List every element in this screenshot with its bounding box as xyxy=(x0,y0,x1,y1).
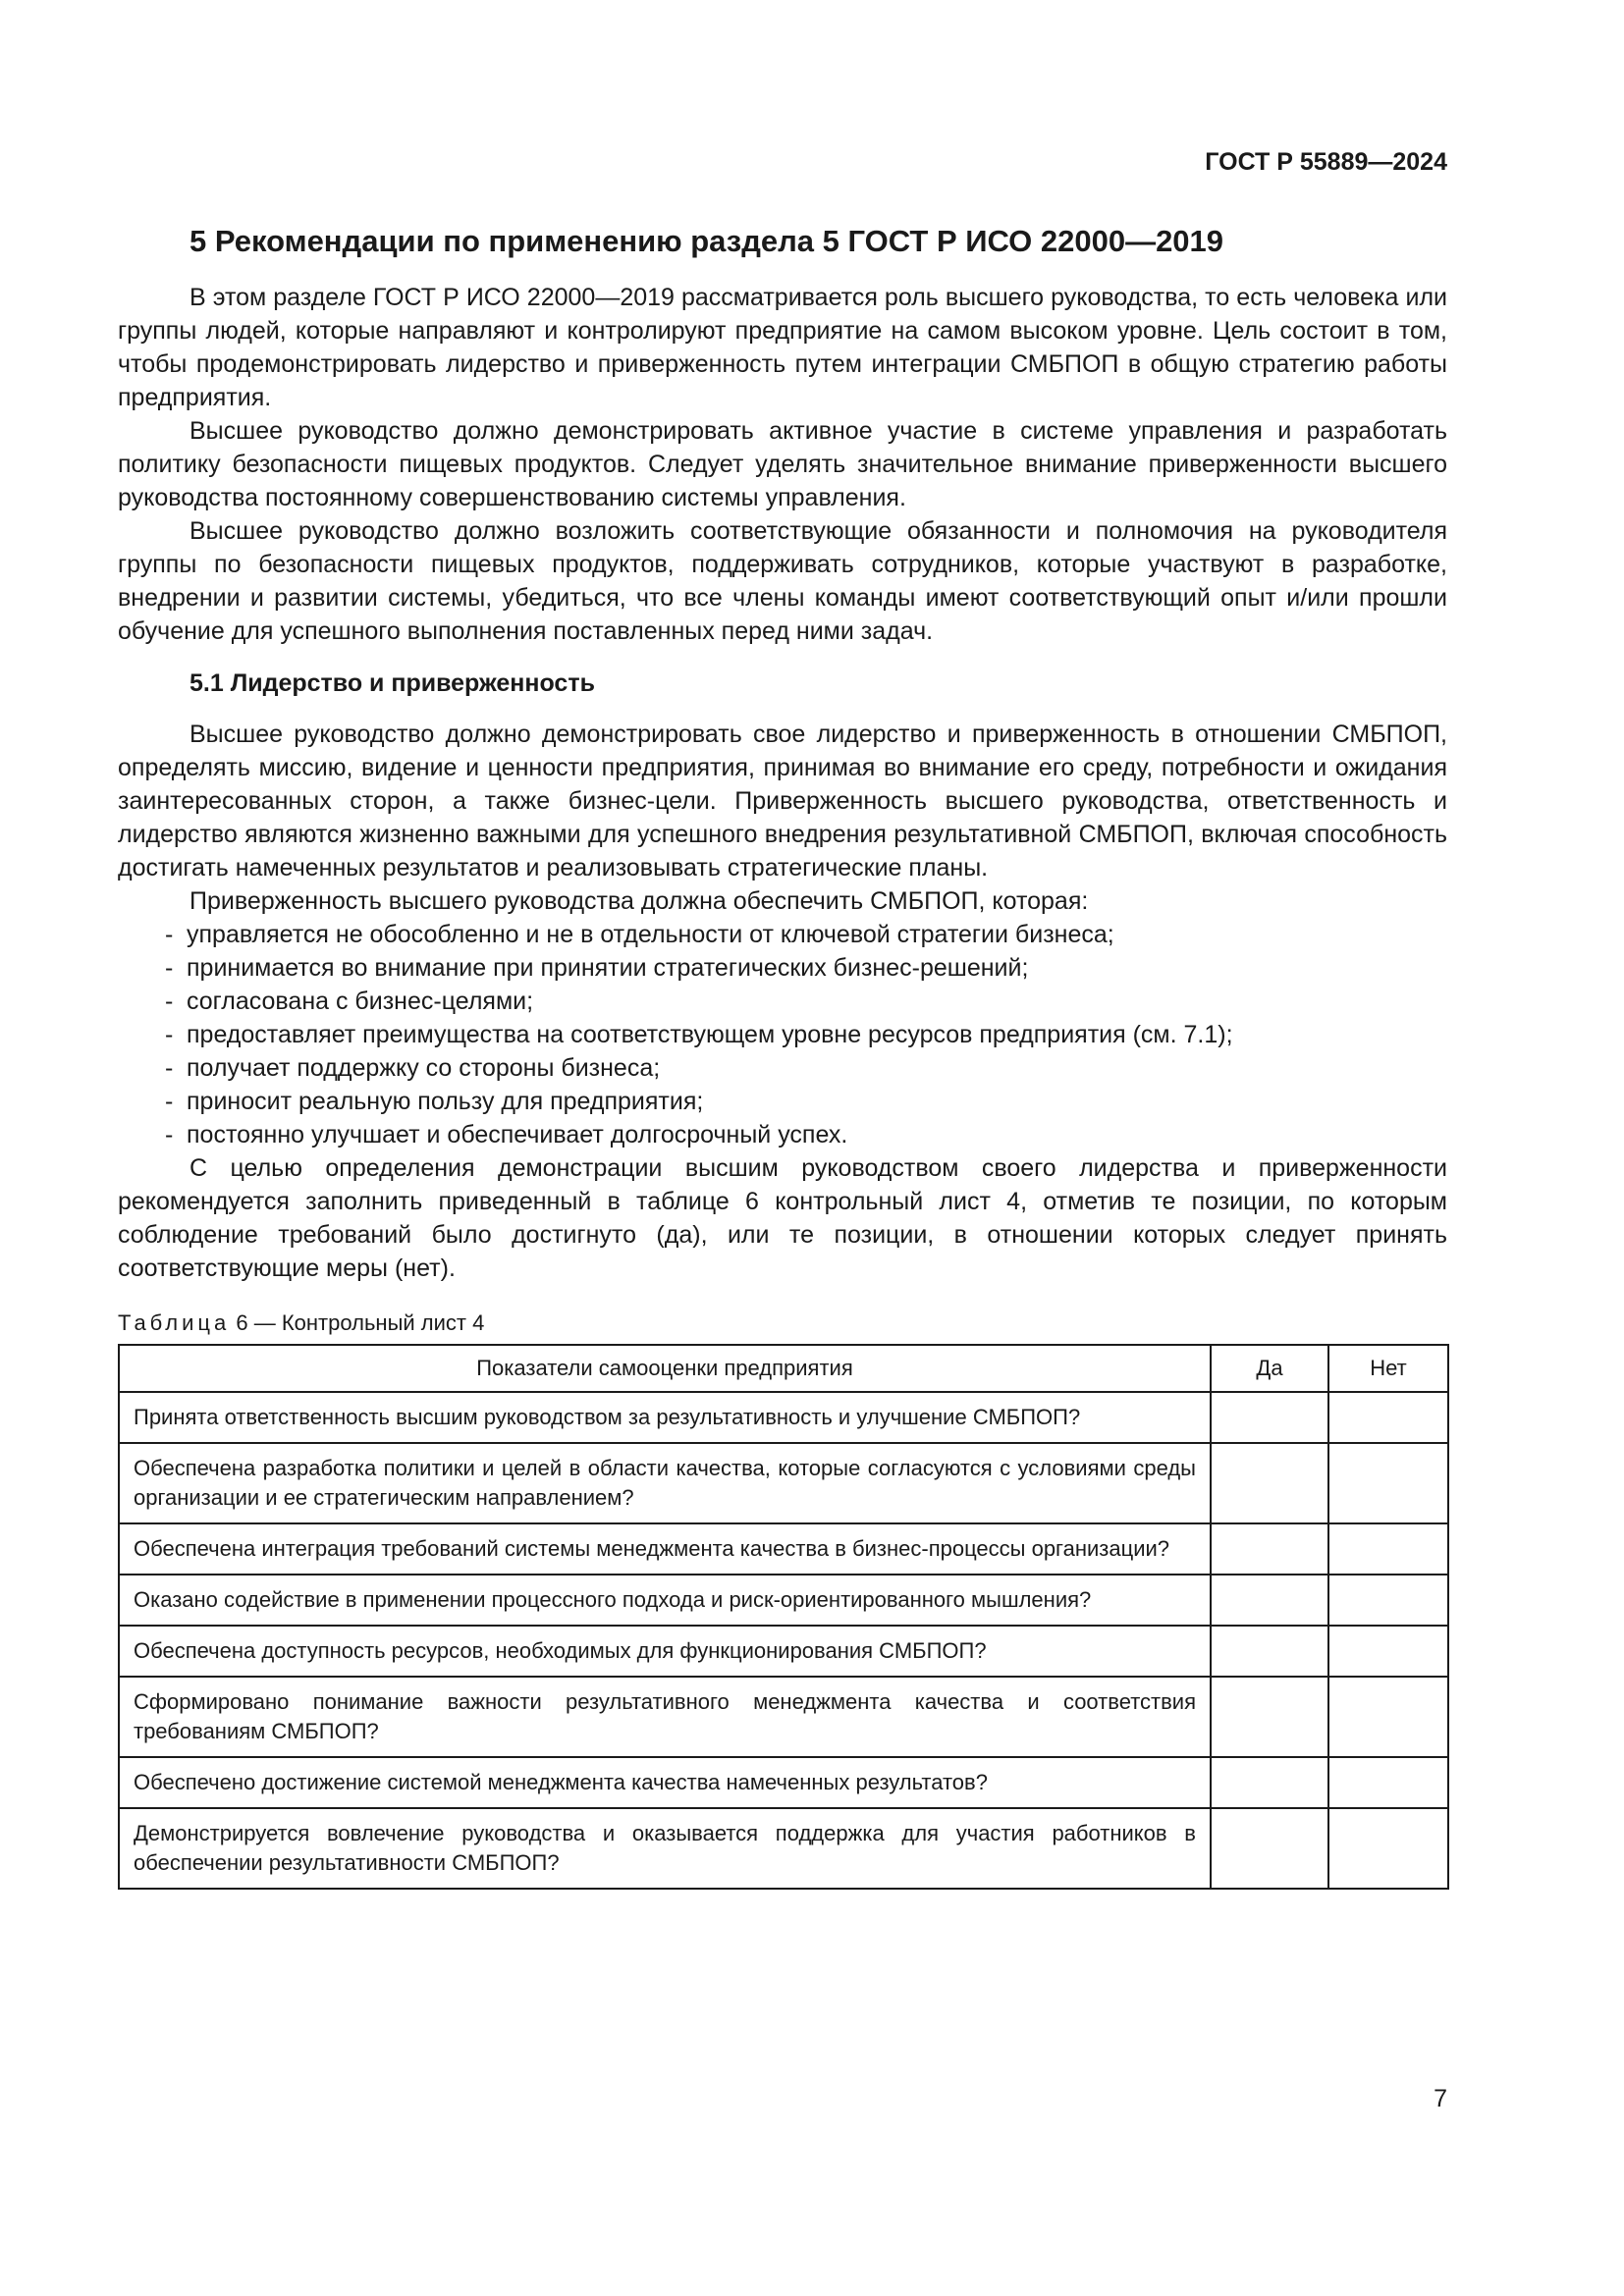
yes-cell[interactable] xyxy=(1211,1808,1328,1889)
table-row xyxy=(119,1443,1448,1523)
table-caption-text: 6 — Контрольный лист 4 xyxy=(236,1309,485,1335)
section-paragraph: В этом разделе ГОСТ Р ИСО 22000—2019 рассматривается роль высшего руководства, то есть человека или группы людей, которые направляют и контролируют предприятие на самом высоком уровне. Цель состоит в том, чтобы продемонстрировать лидерство и приверженность путем интеграции СМБПОП в общую стратегию работы предприятия. xyxy=(118,284,1447,412)
no-cell[interactable] xyxy=(1328,1757,1448,1808)
checklist-table xyxy=(118,1344,1449,1890)
list-item: - управляется не обособленно и не в отдельности от ключевой стратегии бизнеса; xyxy=(118,918,1447,951)
no-cell[interactable] xyxy=(1328,1626,1448,1677)
requirements-list xyxy=(118,918,1447,1151)
yes-cell[interactable] xyxy=(1211,1677,1328,1757)
indicator-cell: Обеспечено достижение системой менеджмента качества намеченных результатов? xyxy=(119,1757,1211,1808)
table-row xyxy=(119,1575,1448,1626)
yes-cell[interactable] xyxy=(1211,1443,1328,1523)
header-no: Нет xyxy=(1328,1345,1448,1392)
no-cell[interactable] xyxy=(1328,1808,1448,1889)
table-row xyxy=(119,1523,1448,1575)
list-intro: Приверженность высшего руководства должна обеспечить СМБПОП, которая: xyxy=(189,886,1089,915)
yes-cell[interactable] xyxy=(1211,1392,1328,1443)
indicator-cell: Принята ответственность высшим руководством за результативность и улучшение СМБПОП? xyxy=(119,1392,1211,1443)
indicator-cell: Оказано содействие в применении процессного подхода и риск-ориентированного мышления? xyxy=(119,1575,1211,1626)
page-content xyxy=(118,222,1447,1890)
section-title: 5 Рекомендации по применению раздела 5 ГОСТ Р ИСО 22000—2019 xyxy=(189,224,1224,258)
table-row xyxy=(119,1808,1448,1889)
list-item: - постоянно улучшает и обеспечивает долгосрочный успех. xyxy=(118,1118,1447,1151)
closing-paragraph: С целью определения демонстрации высшим руководством своего лидерства и приверженности рекомендуется заполнить приведенный в таблице 6 контрольный лист 4, отметив те позиции, по которым соблюдение требований было достигнуто (да), или те позиции, в отношении которых следует принять соответствующие меры (нет). xyxy=(118,1153,1447,1282)
yes-cell[interactable] xyxy=(1211,1626,1328,1677)
indicator-cell: Сформировано понимание важности результативного менеджмента качества и соответствия требованиям СМБПОП? xyxy=(119,1677,1211,1757)
table-row xyxy=(119,1757,1448,1808)
yes-cell[interactable] xyxy=(1211,1757,1328,1808)
indicator-cell: Обеспечена интеграция требований системы менеджмента качества в бизнес-процессы организации? xyxy=(119,1523,1211,1575)
table-row xyxy=(119,1677,1448,1757)
subsection-intro: Высшее руководство должно демонстрировать свое лидерство и приверженность в отношении СМБПОП, определять миссию, видение и ценности предприятия, принимая во внимание его среду, потребности и ожидания заинтересованных сторон, а также бизнес-цели. Приверженность высшего руководства, ответственность и лидерство являются жизненно важными для успешного внедрения результативной СМБПОП, включая способность достигать намеченных результатов и реализовывать стратегические планы. xyxy=(118,720,1447,881)
section-paragraph: Высшее руководство должно демонстрировать активное участие в системе управления и разработать политику безопасности пищевых продуктов. Следует уделять значительное внимание приверженности высшего руководства постоянному совершенствованию системы управления. xyxy=(118,417,1447,512)
yes-cell[interactable] xyxy=(1211,1523,1328,1575)
yes-cell[interactable] xyxy=(1211,1575,1328,1626)
indicator-cell: Демонстрируется вовлечение руководства и оказывается поддержка для участия работников в обеспечении результативности СМБПОП? xyxy=(119,1808,1211,1889)
header-indicator: Показатели самооценки предприятия xyxy=(119,1345,1211,1392)
no-cell[interactable] xyxy=(1328,1575,1448,1626)
header-yes: Да xyxy=(1211,1345,1328,1392)
list-item: - предоставляет преимущества на соответствующем уровне ресурсов предприятия (см. 7.1); xyxy=(118,1018,1447,1051)
table-caption xyxy=(118,1310,1447,1336)
table-row xyxy=(119,1392,1448,1443)
table-row xyxy=(119,1626,1448,1677)
subsection-title: 5.1 Лидерство и приверженность xyxy=(189,669,595,698)
table-caption-word: Таблица xyxy=(118,1309,231,1335)
indicator-cell: Обеспечена разработка политики и целей в области качества, которые согласуются с условиями среды организации и ее стратегическим направлением? xyxy=(119,1443,1211,1523)
list-item: - приносит реальную пользу для предприятия; xyxy=(118,1085,1447,1118)
no-cell[interactable] xyxy=(1328,1443,1448,1523)
page-number: 7 xyxy=(1434,2085,1447,2112)
document-code: ГОСТ Р 55889—2024 xyxy=(1205,148,1447,176)
no-cell[interactable] xyxy=(1328,1392,1448,1443)
indicator-cell: Обеспечена доступность ресурсов, необходимых для функционирования СМБПОП? xyxy=(119,1626,1211,1677)
list-item: - получает поддержку со стороны бизнеса; xyxy=(118,1051,1447,1085)
no-cell[interactable] xyxy=(1328,1523,1448,1575)
table-header-row xyxy=(119,1345,1448,1392)
list-item: - принимается во внимание при принятии стратегических бизнес-решений; xyxy=(118,951,1447,985)
section-paragraph: Высшее руководство должно возложить соответствующие обязанности и полномочия на руководителя группы по безопасности пищевых продуктов, поддерживать сотрудников, которые участвуют в разработке, внедрении и развитии системы, убедиться, что все члены команды имеют соответствующий опыт и/или прошли обучение для успешного выполнения поставленных перед ними задач. xyxy=(118,517,1447,646)
list-item: - согласована с бизнес-целями; xyxy=(118,985,1447,1018)
no-cell[interactable] xyxy=(1328,1677,1448,1757)
